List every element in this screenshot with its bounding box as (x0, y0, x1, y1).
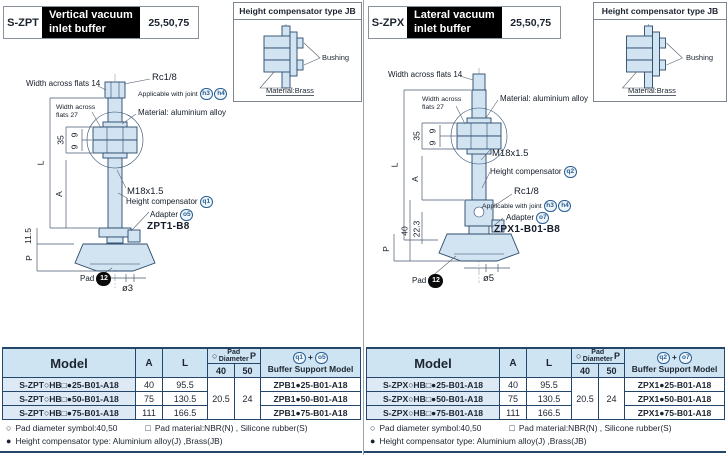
pad-text: Pad (80, 274, 95, 284)
col-header-pad-diameter (572, 348, 625, 364)
joint-ref-bubble-h3: h3 (200, 88, 213, 100)
product-title-line2: inlet buffer (414, 22, 471, 35)
buffer-plus: + (672, 352, 677, 363)
model-cell: S-ZPX○HB□●75-B01-A18 (367, 406, 500, 420)
pad-diameter-l1: Pad (591, 349, 605, 356)
col-header-model: Model (367, 348, 500, 378)
pad-diameter-label: ø5 (483, 273, 495, 284)
dim-P: P (23, 255, 34, 261)
pad-diameter-text (583, 349, 613, 363)
table-row (367, 406, 725, 420)
pad-symbol: ○ (212, 351, 218, 361)
pad-symbol: ○ (576, 351, 582, 361)
buffer-label: Buffer Support Model (267, 364, 354, 374)
zpx-drawing-shapes (364, 48, 727, 348)
dim-35: 35 (55, 135, 66, 145)
joint-ref-bubble-h4: h4 (558, 200, 571, 212)
pad-diameter-label: ø3 (122, 283, 134, 294)
product-header (3, 6, 199, 39)
product-sizes: 25,50,75 (148, 16, 190, 29)
note-pad-diameter: Pad diameter symbol:40,50 (379, 423, 482, 433)
product-code: S-ZPT (7, 16, 39, 29)
dim-A: A (53, 191, 64, 197)
pad-ref-bubble: 12 (428, 274, 443, 288)
col-header-a: A (136, 348, 163, 378)
pad-diameter-text (219, 349, 249, 363)
inset-title: Height compensator type JB (594, 3, 726, 20)
panel-divider (363, 0, 364, 455)
sub-col-40: 40 (572, 364, 599, 378)
product-title-line1: Lateral vacuum (414, 9, 495, 22)
circle-symbol: ○ (370, 423, 376, 433)
technical-drawing-zpx (364, 48, 727, 348)
footnotes-zpt (0, 421, 362, 453)
pad-label (80, 272, 111, 286)
height-compensator-label (126, 196, 213, 208)
col-header-a: A (500, 348, 527, 378)
pad-label (412, 274, 443, 288)
width-flats-27-line1: Width across (56, 104, 96, 111)
buffer-ref2-bubble: o7 (679, 352, 692, 364)
sub-col-50: 50 (599, 364, 625, 378)
applicable-joint-text: Applicable with joint (482, 202, 542, 210)
thread-label: M18x1.5 (492, 148, 529, 159)
l-cell: 166.5 (163, 406, 208, 420)
joint-ref-bubble-h3: h3 (544, 200, 557, 212)
height-compensator-ref-bubble: q2 (564, 166, 577, 178)
model-cell: S-ZPT○HB□●25-B01-A18 (3, 378, 136, 392)
adapter-text: Adapter (506, 213, 535, 223)
table-row (367, 378, 725, 392)
col-header-p: P (249, 351, 256, 361)
width-flats-27-label (422, 96, 461, 112)
technical-drawing-zpt (0, 48, 363, 348)
dim-40: 40 (399, 226, 410, 236)
buffer-cell: ZPX1●75-B01-A18 (625, 406, 725, 420)
material-brass-label: Material:Brass (628, 86, 676, 95)
note-height-compensator: Height compensator type: Aluminium alloy(J) ,Brass(JB) (15, 436, 223, 446)
width-flats-14-label: Width across flats 14 (26, 79, 101, 88)
bushing-label: Bushing (686, 53, 714, 62)
product-title (407, 7, 502, 38)
applicable-joint-label (138, 88, 227, 100)
note-pad-material: Pad material:NBR(N) , Silicone rubber(S) (154, 423, 308, 433)
width-flats-27-line1: Width across (422, 96, 462, 103)
sub-col-40: 40 (208, 364, 235, 378)
l-cell: 95.5 (163, 378, 208, 392)
l-cell: 130.5 (527, 392, 572, 406)
pad-diameter-l1: Pad (227, 349, 241, 356)
callout-model-label: ZPT1-B8 (147, 221, 190, 232)
p50-cell: 24 (599, 378, 625, 420)
width-flats-27-label (56, 104, 95, 120)
table-row (3, 378, 361, 392)
rc-port-label: Rc1/8 (514, 186, 539, 197)
col-header-buffer (261, 348, 361, 378)
square-symbol: □ (509, 423, 515, 433)
l-cell: 130.5 (163, 392, 208, 406)
buffer-cell: ZPB1●25-B01-A18 (261, 378, 361, 392)
table-row (3, 406, 361, 420)
note-pad-material: Pad material:NBR(N) , Silicone rubber(S) (518, 423, 672, 433)
rc-port-label: Rc1/8 (152, 72, 177, 83)
pad-diameter-l2: Diameter (582, 356, 613, 363)
buffer-cell: ZPX1●50-B01-A18 (625, 392, 725, 406)
dim-35: 35 (411, 131, 422, 141)
l-cell: 166.5 (527, 406, 572, 420)
material-label: Material: aluminium alloy (138, 108, 227, 117)
spec-table-zpt (2, 347, 361, 420)
buffer-cell: ZPB1●75-B01-A18 (261, 406, 361, 420)
model-cell: S-ZPT○HB□●50-B01-A18 (3, 392, 136, 406)
product-sizes: 25,50,75 (510, 16, 552, 29)
buffer-cell: ZPB1●50-B01-A18 (261, 392, 361, 406)
col-header-buffer (625, 348, 725, 378)
dim-9b: 9 (69, 144, 80, 150)
dim-9a: 9 (69, 132, 80, 138)
inset-title: Height compensator type JB (234, 3, 361, 20)
note-pad-diameter: Pad diameter symbol:40,50 (15, 423, 118, 433)
panel-lateral-buffer (364, 0, 727, 455)
a-cell: 40 (136, 378, 163, 392)
adapter-label (506, 212, 549, 224)
adapter-label (150, 209, 193, 221)
spec-table-zpx (366, 347, 725, 420)
dim-9b: 9 (427, 140, 438, 146)
p50-cell: 24 (235, 378, 261, 420)
buffer-ref2-bubble: o5 (315, 352, 328, 364)
height-compensator-label (490, 166, 577, 178)
l-cell: 95.5 (527, 378, 572, 392)
material-label: Material: aluminium alloy (500, 94, 589, 103)
a-cell: 75 (500, 392, 527, 406)
height-compensator-ref-bubble: q1 (200, 196, 213, 208)
buffer-cell: ZPX1●25-B01-A18 (625, 378, 725, 392)
height-compensator-text: Height compensator (126, 197, 198, 207)
buffer-ref1-bubble: q2 (657, 352, 670, 364)
dim-22-3: 22.3 (411, 220, 422, 238)
filled-circle-symbol: ● (370, 436, 376, 446)
thread-label: M18x1.5 (127, 186, 164, 197)
col-header-l: L (163, 348, 208, 378)
dim-11-5: 11.5 (22, 228, 33, 244)
footnotes-zpx (364, 421, 726, 453)
filled-circle-symbol: ● (6, 436, 12, 446)
material-brass-label: Material:Brass (266, 86, 314, 95)
sub-col-50: 50 (235, 364, 261, 378)
product-header (368, 6, 561, 39)
width-flats-14-label: Width across flats 14 (388, 70, 463, 79)
applicable-joint-text: Applicable with joint (138, 90, 198, 98)
col-header-pad-diameter (208, 348, 261, 364)
height-compensator-text: Height compensator (490, 167, 562, 177)
p40-cell: 20.5 (208, 378, 235, 420)
p40-cell: 20.5 (572, 378, 599, 420)
dim-A: A (409, 176, 420, 182)
adapter-ref-bubble: o7 (536, 212, 549, 224)
adapter-ref-bubble: o5 (180, 209, 193, 221)
applicable-joint-label (482, 200, 571, 212)
a-cell: 40 (500, 378, 527, 392)
buffer-label: Buffer Support Model (631, 364, 718, 374)
dim-L: L (389, 162, 400, 168)
bushing-label: Bushing (322, 53, 350, 62)
pad-text: Pad (412, 276, 427, 286)
dim-L: L (35, 160, 46, 166)
product-code: S-ZPX (371, 16, 405, 29)
product-title-line2: inlet buffer (49, 22, 106, 35)
table-row (367, 392, 725, 406)
pad-ref-bubble: 12 (96, 272, 111, 286)
dim-P: P (380, 246, 391, 252)
model-cell: S-ZPT○HB□●75-B01-A18 (3, 406, 136, 420)
col-header-p: P (613, 351, 620, 361)
circle-symbol: ○ (6, 423, 12, 433)
callout-model-label: ZPX1-B01-B8 (494, 224, 561, 235)
table-row (3, 392, 361, 406)
col-header-l: L (527, 348, 572, 378)
buffer-plus: + (308, 352, 313, 363)
a-cell: 111 (136, 406, 163, 420)
square-symbol: □ (145, 423, 151, 433)
width-flats-27-line2: flats 27 (56, 111, 78, 119)
a-cell: 111 (500, 406, 527, 420)
dim-9a: 9 (427, 128, 438, 134)
model-cell: S-ZPX○HB□●50-B01-A18 (367, 392, 500, 406)
panel-vertical-buffer (0, 0, 363, 455)
product-title (42, 7, 140, 38)
a-cell: 75 (136, 392, 163, 406)
col-header-model: Model (3, 348, 136, 378)
buffer-ref1-bubble: q1 (293, 352, 306, 364)
pad-diameter-l2: Diameter (218, 356, 249, 363)
product-title-line1: Vertical vacuum (49, 9, 133, 22)
joint-ref-bubble-h4: h4 (214, 88, 227, 100)
adapter-text: Adapter (150, 210, 179, 220)
note-height-compensator: Height compensator type: Aluminium alloy(J) ,Brass(JB) (379, 436, 587, 446)
width-flats-27-line2: flats 27 (422, 103, 444, 111)
model-cell: S-ZPX○HB□●25-B01-A18 (367, 378, 500, 392)
